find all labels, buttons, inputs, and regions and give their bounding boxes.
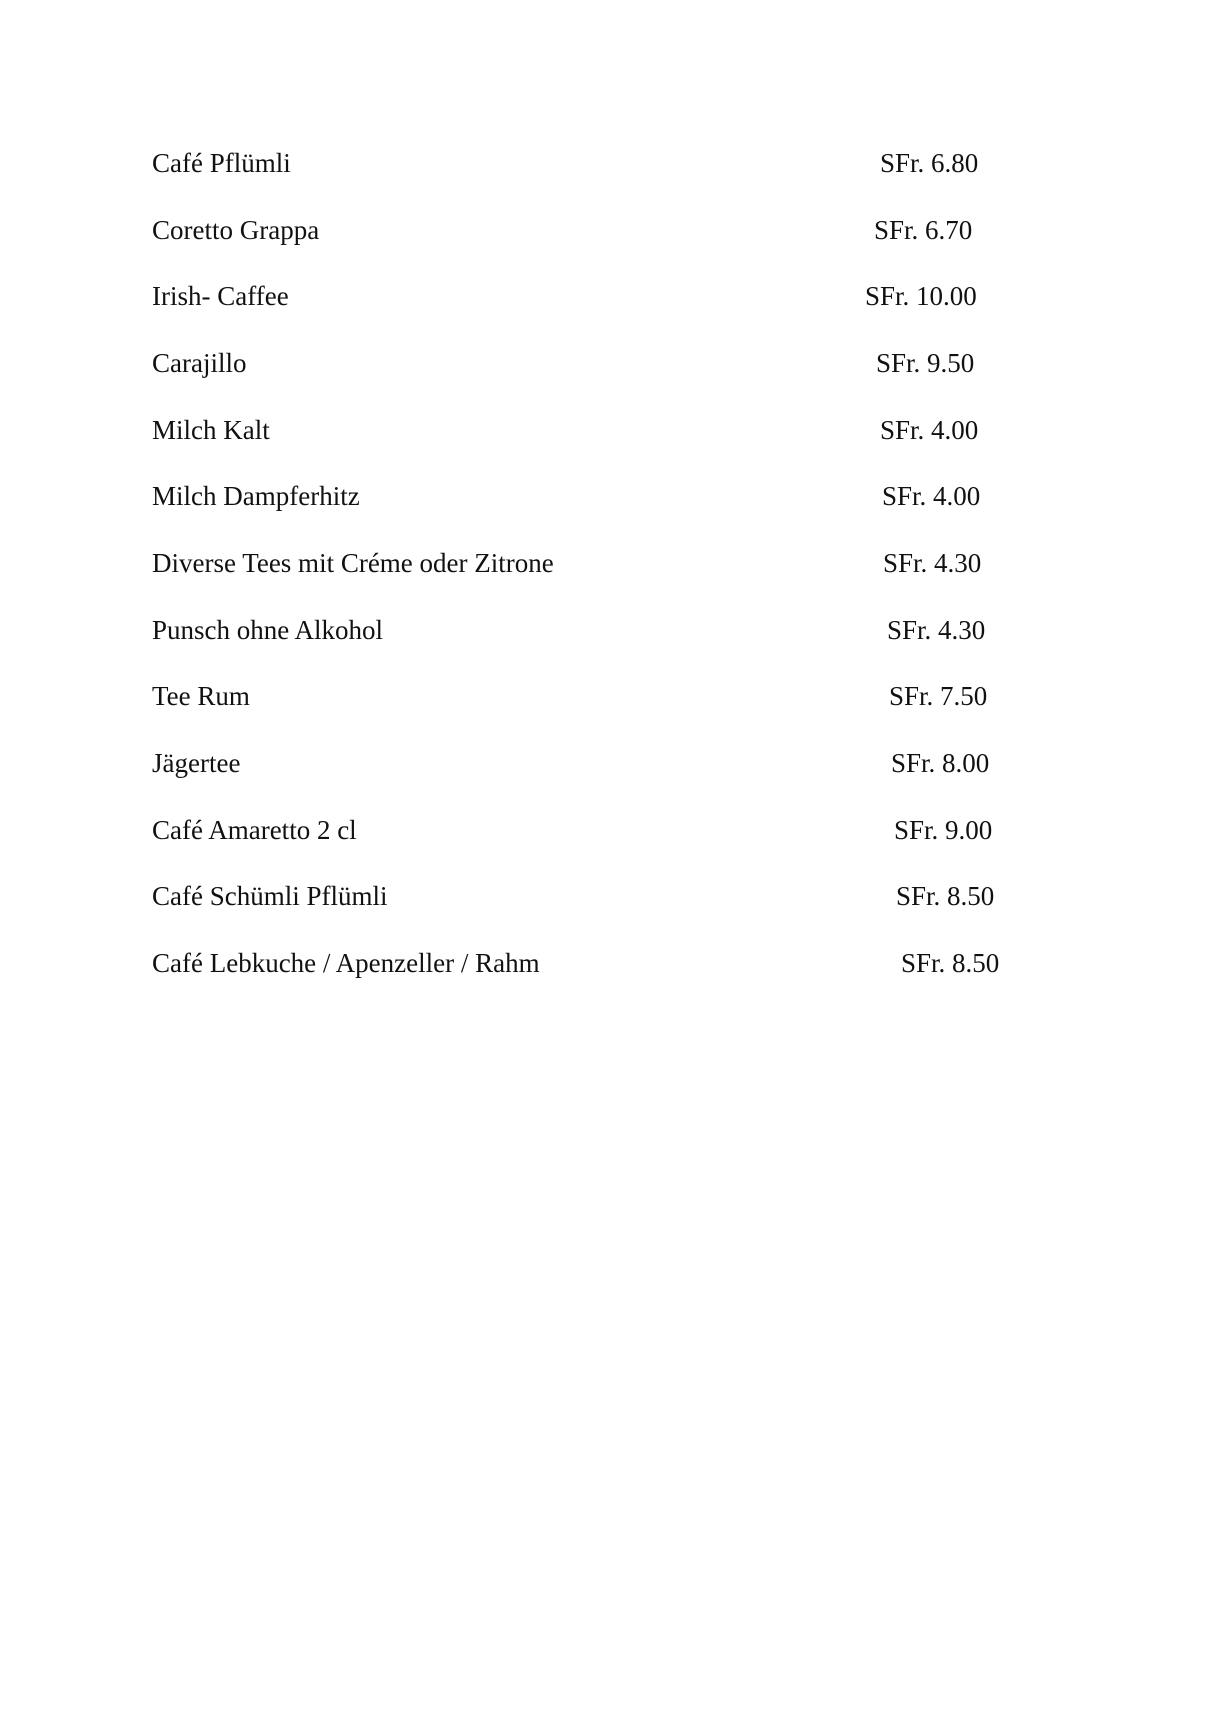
item-price: SFr. 10.00 [865,281,977,311]
item-price: SFr. 4.30 [887,615,986,645]
item-price: SFr. 4.30 [883,548,982,578]
item-price: SFr. 6.70 [874,215,973,245]
item-name: Café Amaretto 2 cl [152,815,357,845]
list-item [0,876,1222,916]
item-name: Café Lebkuche / Apenzeller / Rahm [152,948,540,978]
item-name: Café Pflümli [152,148,291,178]
item-price: SFr. 8.50 [896,881,995,911]
item-price: SFr. 9.50 [876,348,975,378]
list-item [0,476,1222,516]
item-name: Milch Kalt [152,415,270,445]
list-item [0,543,1222,583]
item-name: Milch Dampferhitz [152,481,360,511]
list-item [0,810,1222,850]
list-item [0,210,1222,250]
item-price: SFr. 7.50 [889,681,988,711]
list-item [0,143,1222,183]
item-price: SFr. 9.00 [894,815,993,845]
item-name: Carajillo [152,348,247,378]
item-price: SFr. 6.80 [880,148,979,178]
item-name: Diverse Tees mit Créme oder Zitrone [152,548,554,578]
item-price: SFr. 4.00 [880,415,979,445]
list-item [0,343,1222,383]
list-item [0,410,1222,450]
list-item [0,743,1222,783]
item-name: Tee Rum [152,681,250,711]
item-price: SFr. 8.00 [891,748,990,778]
item-name: Coretto Grappa [152,215,320,245]
item-name: Café Schümli Pflümli [152,881,388,911]
item-price: SFr. 8.50 [901,948,1000,978]
list-item [0,676,1222,716]
item-name: Irish- Caffee [152,281,289,311]
list-item [0,943,1222,983]
item-name: Punsch ohne Alkohol [152,615,384,645]
list-item [0,610,1222,650]
item-name: Jägertee [152,748,241,778]
list-item [0,276,1222,316]
item-price: SFr. 4.00 [882,481,981,511]
